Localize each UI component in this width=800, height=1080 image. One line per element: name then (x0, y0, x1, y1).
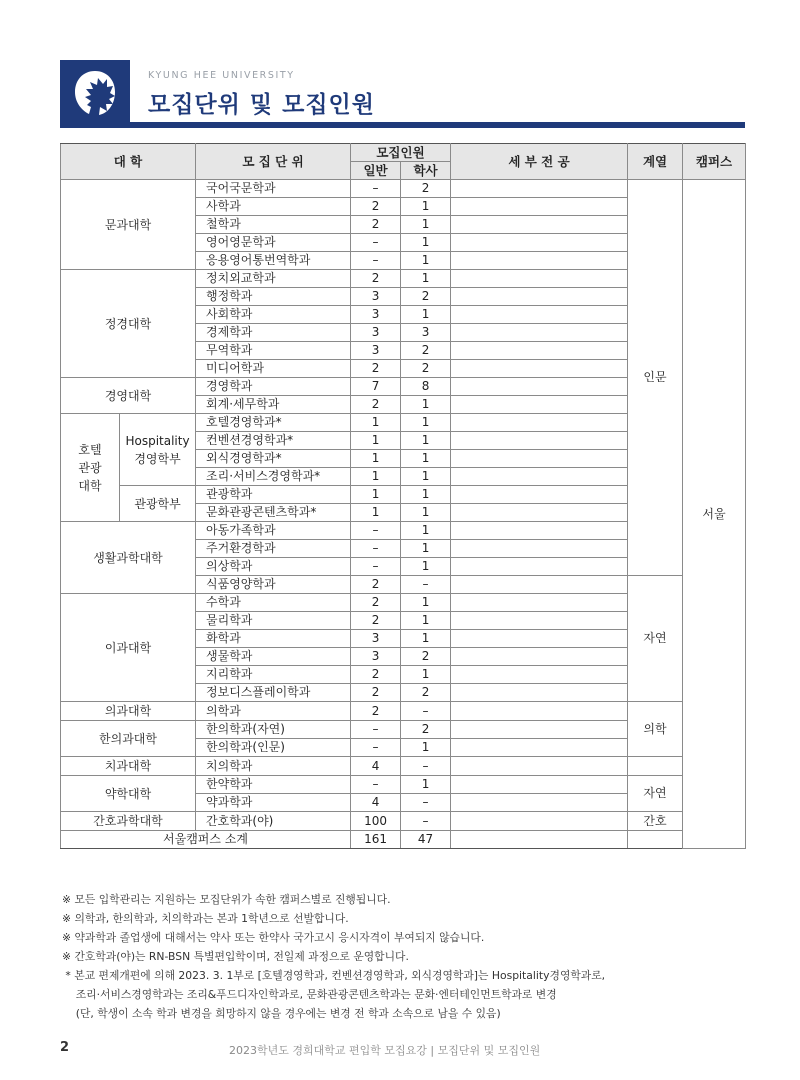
bachelor-count: – (401, 702, 451, 721)
university-logo (60, 60, 130, 126)
major-cell (451, 396, 628, 414)
unit-cell: 컨벤션경영학과* (196, 432, 351, 450)
college-cell: 관광학부 (120, 486, 196, 522)
summary-bachelor: 47 (401, 831, 451, 849)
general-count: 1 (351, 450, 401, 468)
general-count: – (351, 180, 401, 198)
general-count: 2 (351, 216, 401, 234)
bachelor-count: 8 (401, 378, 451, 396)
unit-cell: 의상학과 (196, 558, 351, 576)
major-cell (451, 306, 628, 324)
track-cell: 인문 (628, 180, 683, 576)
general-count: 1 (351, 432, 401, 450)
table-row (61, 776, 746, 794)
track-cell: 자연 (628, 576, 683, 702)
unit-cell: 국어국문학과 (196, 180, 351, 198)
bachelor-count: 1 (401, 252, 451, 270)
major-cell (451, 486, 628, 504)
header-track: 계열 (628, 144, 683, 180)
bachelor-count: – (401, 812, 451, 831)
general-count: – (351, 252, 401, 270)
lion-emblem-icon (69, 67, 121, 119)
unit-cell: 호텔경영학과* (196, 414, 351, 432)
unit-cell: 식품영양학과 (196, 576, 351, 594)
unit-cell: 정보디스플레이학과 (196, 684, 351, 702)
general-count: 4 (351, 794, 401, 812)
general-count: 2 (351, 612, 401, 630)
track-cell: 의학 (628, 702, 683, 757)
bachelor-count: 1 (401, 234, 451, 252)
unit-cell: 수학과 (196, 594, 351, 612)
general-count: 1 (351, 486, 401, 504)
general-count: 3 (351, 288, 401, 306)
bachelor-count: 1 (401, 198, 451, 216)
unit-cell: 회계·세무학과 (196, 396, 351, 414)
general-count: 2 (351, 594, 401, 612)
major-cell (451, 252, 628, 270)
bachelor-count: 1 (401, 504, 451, 522)
major-cell (451, 648, 628, 666)
unit-cell: 경제학과 (196, 324, 351, 342)
unit-cell: 한약학과 (196, 776, 351, 794)
major-cell (451, 342, 628, 360)
table-row (61, 702, 746, 721)
major-cell (451, 630, 628, 648)
general-count: 3 (351, 324, 401, 342)
general-count: – (351, 522, 401, 540)
bachelor-count: 1 (401, 522, 451, 540)
major-cell (451, 504, 628, 522)
unit-cell: 치의학과 (196, 757, 351, 776)
major-cell (451, 594, 628, 612)
major-cell (451, 558, 628, 576)
bachelor-count: 1 (401, 558, 451, 576)
note-line: ※ 모든 입학관리는 지원하는 모집단위가 속한 캠퍼스별로 진행됩니다. (62, 893, 391, 906)
header-bachelor: 학사 (401, 162, 451, 180)
general-count: 3 (351, 342, 401, 360)
unit-cell: 무역학과 (196, 342, 351, 360)
bachelor-count: 1 (401, 540, 451, 558)
bachelor-count: 2 (401, 648, 451, 666)
note-line: ※ 간호학과(야)는 RN-BSN 특별편입학이며, 전일제 과정으로 운영합니다. (62, 950, 409, 963)
note-line: 조리·서비스경영학과는 조리&푸드디자인학과로, 문화관광콘텐츠학과는 문화·엔터테인먼트학과로 변경 (62, 988, 557, 1001)
general-count: 2 (351, 576, 401, 594)
bachelor-count: 1 (401, 776, 451, 794)
unit-cell: 외식경영학과* (196, 450, 351, 468)
track-cell: 자연 (628, 776, 683, 812)
unit-cell: 응용영어통번역학과 (196, 252, 351, 270)
general-count: – (351, 721, 401, 739)
bachelor-count: – (401, 576, 451, 594)
college-cell: 경영대학 (61, 378, 196, 414)
bachelor-count: 1 (401, 306, 451, 324)
bachelor-count: 1 (401, 468, 451, 486)
major-cell (451, 739, 628, 757)
college-cell: 생활과학대학 (61, 522, 196, 594)
unit-cell: 조리·서비스경영학과* (196, 468, 351, 486)
major-cell (451, 721, 628, 739)
general-count: 2 (351, 360, 401, 378)
major-cell (451, 216, 628, 234)
page-title: 모집단위 및 모집인원 (148, 92, 375, 118)
major-cell (451, 270, 628, 288)
general-count: 3 (351, 306, 401, 324)
bachelor-count: 1 (401, 630, 451, 648)
major-cell (451, 540, 628, 558)
note-line: (단, 학생이 소속 학과 변경을 희망하지 않을 경우에는 변경 전 학과 소속으로 남을 수 있음) (62, 1007, 501, 1020)
unit-cell: 주거환경학과 (196, 540, 351, 558)
general-count: 3 (351, 630, 401, 648)
college-cell: 의과대학 (61, 702, 196, 721)
title-underline (60, 122, 745, 128)
general-count: 2 (351, 396, 401, 414)
major-cell (451, 522, 628, 540)
unit-cell: 물리학과 (196, 612, 351, 630)
general-count: 3 (351, 648, 401, 666)
general-count: 2 (351, 702, 401, 721)
general-count: – (351, 540, 401, 558)
bachelor-count: 2 (401, 721, 451, 739)
general-count: 2 (351, 198, 401, 216)
unit-cell: 한의학과(자연) (196, 721, 351, 739)
bachelor-count: 2 (401, 342, 451, 360)
major-cell (451, 684, 628, 702)
general-count: 1 (351, 468, 401, 486)
major-cell (451, 450, 628, 468)
table-body (61, 180, 746, 849)
header-major: 세 부 전 공 (451, 144, 628, 180)
unit-cell: 영어영문학과 (196, 234, 351, 252)
major-cell (451, 794, 628, 812)
bachelor-count: 1 (401, 450, 451, 468)
major-cell (451, 666, 628, 684)
table-row (61, 757, 746, 776)
unit-cell: 간호학과(야) (196, 812, 351, 831)
general-count: 100 (351, 812, 401, 831)
general-count: 2 (351, 666, 401, 684)
unit-cell: 한의학과(인문) (196, 739, 351, 757)
table-row (61, 812, 746, 831)
major-cell (451, 378, 628, 396)
header-quota: 모집인원 (351, 144, 451, 162)
unit-cell: 관광학과 (196, 486, 351, 504)
unit-cell: 화학과 (196, 630, 351, 648)
unit-cell: 문화관광콘텐츠학과* (196, 504, 351, 522)
bachelor-count: 1 (401, 396, 451, 414)
major-cell (451, 468, 628, 486)
major-cell (451, 360, 628, 378)
bachelor-count: 3 (401, 324, 451, 342)
bachelor-count: 1 (401, 666, 451, 684)
bachelor-count: 1 (401, 594, 451, 612)
college-cell: 약학대학 (61, 776, 196, 812)
major-cell (451, 831, 628, 849)
track-cell (628, 831, 683, 849)
major-cell (451, 234, 628, 252)
university-name: KYUNG HEE UNIVERSITY (148, 70, 295, 81)
general-count: 4 (351, 757, 401, 776)
college-cell: Hospitality 경영학부 (120, 414, 196, 486)
college-cell: 정경대학 (61, 270, 196, 378)
major-cell (451, 612, 628, 630)
general-count: – (351, 234, 401, 252)
major-cell (451, 576, 628, 594)
college-cell: 한의과대학 (61, 721, 196, 757)
note-line: ※ 약과학과 졸업생에 대해서는 약사 또는 한약사 국가고시 응시자격이 부여되지 않습니다. (62, 931, 485, 944)
bachelor-count: – (401, 757, 451, 776)
major-cell (451, 776, 628, 794)
unit-cell: 약과학과 (196, 794, 351, 812)
major-cell (451, 180, 628, 198)
college-cell: 문과대학 (61, 180, 196, 270)
bachelor-count: 1 (401, 486, 451, 504)
notes (62, 890, 605, 1023)
bachelor-count: 2 (401, 288, 451, 306)
college-cell: 치과대학 (61, 757, 196, 776)
unit-cell: 미디어학과 (196, 360, 351, 378)
summary-general: 161 (351, 831, 401, 849)
major-cell (451, 432, 628, 450)
major-cell (451, 812, 628, 831)
general-count: – (351, 739, 401, 757)
bachelor-count: 1 (401, 739, 451, 757)
college-cell: 간호과학대학 (61, 812, 196, 831)
major-cell (451, 702, 628, 721)
general-count: – (351, 558, 401, 576)
unit-cell: 경영학과 (196, 378, 351, 396)
unit-cell: 의학과 (196, 702, 351, 721)
bachelor-count: 2 (401, 180, 451, 198)
college-cell: 이과대학 (61, 594, 196, 702)
header-general: 일반 (351, 162, 401, 180)
note-line: * 본교 편제개편에 의해 2023. 3. 1부로 [호텔경영학과, 컨벤션경영학과, 외식경영학과]는 Hospitality경영학과로, (62, 969, 606, 982)
bachelor-count: 1 (401, 432, 451, 450)
summary-label: 서울캠퍼스 소계 (61, 831, 351, 849)
bachelor-count: 1 (401, 612, 451, 630)
general-count: 1 (351, 414, 401, 432)
general-count: – (351, 776, 401, 794)
bachelor-count: 2 (401, 360, 451, 378)
general-count: 7 (351, 378, 401, 396)
unit-cell: 생물학과 (196, 648, 351, 666)
summary-row (61, 831, 746, 849)
unit-cell: 지리학과 (196, 666, 351, 684)
major-cell (451, 414, 628, 432)
header-college: 대 학 (61, 144, 196, 180)
note-line: ※ 의학과, 한의학과, 치의학과는 본과 1학년으로 선발합니다. (62, 912, 349, 925)
unit-cell: 아동가족학과 (196, 522, 351, 540)
unit-cell: 철학과 (196, 216, 351, 234)
bachelor-count: – (401, 794, 451, 812)
major-cell (451, 324, 628, 342)
unit-cell: 행정학과 (196, 288, 351, 306)
bachelor-count: 2 (401, 684, 451, 702)
unit-cell: 사학과 (196, 198, 351, 216)
college-cell: 호텔 관광 대학 (61, 414, 120, 522)
header-campus: 캠퍼스 (683, 144, 746, 180)
general-count: 2 (351, 684, 401, 702)
page-number: 2 (60, 1040, 70, 1055)
table-row (61, 180, 746, 198)
bachelor-count: 1 (401, 270, 451, 288)
unit-cell: 정치외교학과 (196, 270, 351, 288)
major-cell (451, 288, 628, 306)
campus-cell: 서울 (683, 180, 746, 849)
bachelor-count: 1 (401, 414, 451, 432)
track-cell: 간호 (628, 812, 683, 831)
footer-text: 2023학년도 경희대학교 편입학 모집요강 | 모집단위 및 모집인원 (229, 1044, 541, 1057)
bachelor-count: 1 (401, 216, 451, 234)
unit-cell: 사회학과 (196, 306, 351, 324)
general-count: 1 (351, 504, 401, 522)
major-cell (451, 757, 628, 776)
header-unit: 모 집 단 위 (196, 144, 351, 180)
general-count: 2 (351, 270, 401, 288)
admission-quota-table (60, 143, 746, 849)
major-cell (451, 198, 628, 216)
